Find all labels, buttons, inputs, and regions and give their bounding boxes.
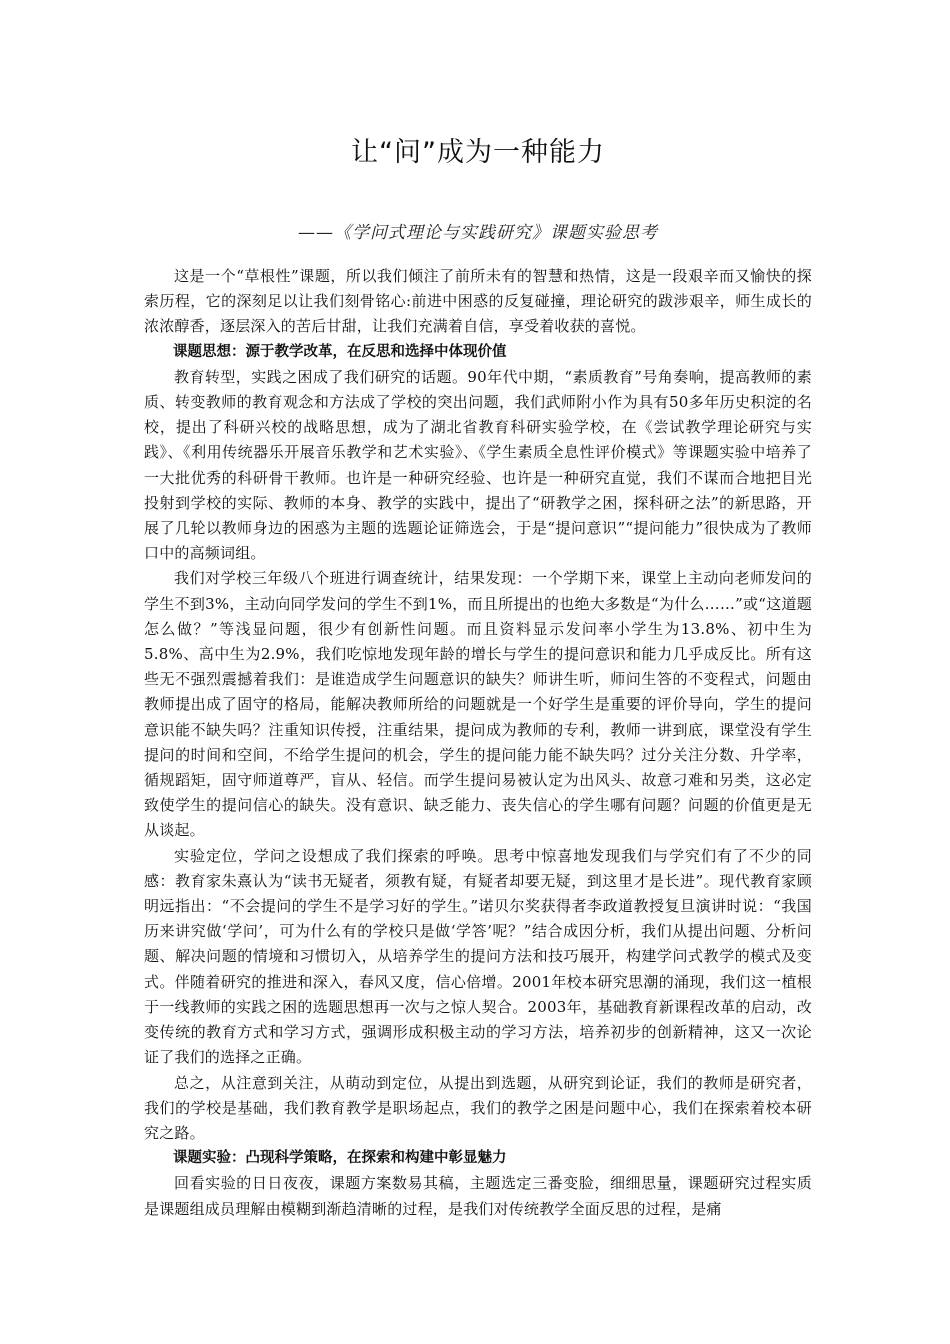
body-paragraph: 回看实验的日日夜夜，课题方案数易其稿，主题选定三番变脸，细细思量，课题研究过程实质是课题组成员理解由模糊到渐趋清晰的过程，是我们对传统教学全面反思的过程，是痛 — [144, 1174, 812, 1218]
document-body — [144, 264, 812, 1222]
section-heading-thought: 课题思想：源于教学改革，在反思和选择中体现价值 — [173, 343, 507, 360]
body-paragraph: 教育转型，实践之困成了我们研究的话题。90年代中期，“素质教育”号角奏响，提高教师的素质、转变教师的教育观念和方法成了学校的突出问题，我们武师附小作为具有50多年历史积淀的名校，提出了科研兴校的战略思想，成为了湖北省教育科研实验学校，在《尝试教学理论研究与实践》、《利用传统器乐开展音乐教学和艺术实验》、《学生素质全息性评价模式》等课题实验中培养了一大批优秀的科研骨干教师。也许是一种研究经验、也许是一种研究直觉，我们不谋而合地把目光投射到学校的实际、教师的本身、教学的实践中，提出了“研教学之困，探科研之法”的新思路，开展了几轮以教师身边的困惑为主题的选题论证筛选会，于是“提问意识”“提问能力”很快成为了教师口中的高频词组。 — [144, 367, 812, 563]
body-paragraph: 我们对学校三年级八个班进行调查统计，结果发现：一个学期下来，课堂上主动向老师发问的学生不到3%，主动向同学发问的学生不到1%，而且所提出的也绝大多数是“为什么……”或“这道题怎么做？”等浅显问题，很少有创新性问题。而且资料显示发问率小学生为13.8%、初中生为5.8%、高中生为2.9%，我们吃惊地发现年龄的增长与学生的提问意识和能力几乎成反比。所有这些无不强烈震撼着我们：是谁造成学生问题意识的缺失？师讲生听，师问生答的不变程式，问题由教师提出成了固守的格局，能解决教师所给的问题就是一个好学生是重要的评价导向，学生的提问意识能不缺失吗？注重知识传授，注重结果，提问成为教师的专利，教师一讲到底，课堂没有学生提问的时间和空间，不给学生提问的机会，学生的提问能力能不缺失吗？过分关注分数、升学率，循规蹈矩，固守师道尊严，盲从、轻信。而学生提问易被认定为出风头、故意刁难和另类，这必定致使学生的提问信心的缺失。没有意识、缺乏能力、丧失信心的学生哪有问题？问题的价值更是无从谈起。 — [144, 569, 812, 840]
body-paragraph: 实验定位，学问之设想成了我们探索的呼唤。思考中惊喜地发现我们与学究们有了不少的同感：教育家朱熹认为“读书无疑者，须教有疑，有疑者却要无疑，到这里才是长进”。现代教育家顾明远指出：“不会提问的学生不是学习好的学生。”诺贝尔奖获得者李政道教授复旦演讲时说：“我国历来讲究做‘学问’，可为什么有的学校只是做‘学答’呢？”结合成因分析，我们从提出问题、分析问题、解决问题的情境和习惯切入，从培养学生的提问方法和技巧展开，构建学问式教学的模式及变式。伴随着研究的推进和深入，春风又度，信心倍增。2001年校本研究思潮的涌现，我们这一植根于一线教师的实践之困的选题思想再一次与之惊人契合。2003年，基础教育新课程改革的启动，改变传统的教育方式和学习方式，强调形成积极主动的学习方法，培养初步的创新精神，这又一次论证了我们的选择之正确。 — [144, 846, 812, 1067]
intro-paragraph: 这是一个“草根性”课题，所以我们倾注了前所未有的智慧和热情，这是一段艰辛而又愉快的探索历程，它的深刻足以让我们刻骨铭心:前进中困惑的反复碰撞，理论研究的跋涉艰辛，师生成长的浓浓醇香，逐层深入的苦后甘甜，让我们充满着自信，享受着收获的喜悦。 — [144, 267, 812, 336]
document-title: 让“问”成为一种能力 — [351, 137, 605, 168]
document-subtitle: ——《学问式理论与实践研究》课题实验思考 — [298, 223, 658, 243]
section-heading-experiment: 课题实验：凸现科学策略，在探索和构建中彰显魅力 — [173, 1150, 507, 1167]
body-paragraph: 总之，从注意到关注，从萌动到定位，从提出到选题，从研究到论证，我们的教师是研究者，我们的学校是基础，我们教育教学是职场起点，我们的教学之困是问题中心，我们在探索着校本研究之路。 — [144, 1073, 812, 1142]
